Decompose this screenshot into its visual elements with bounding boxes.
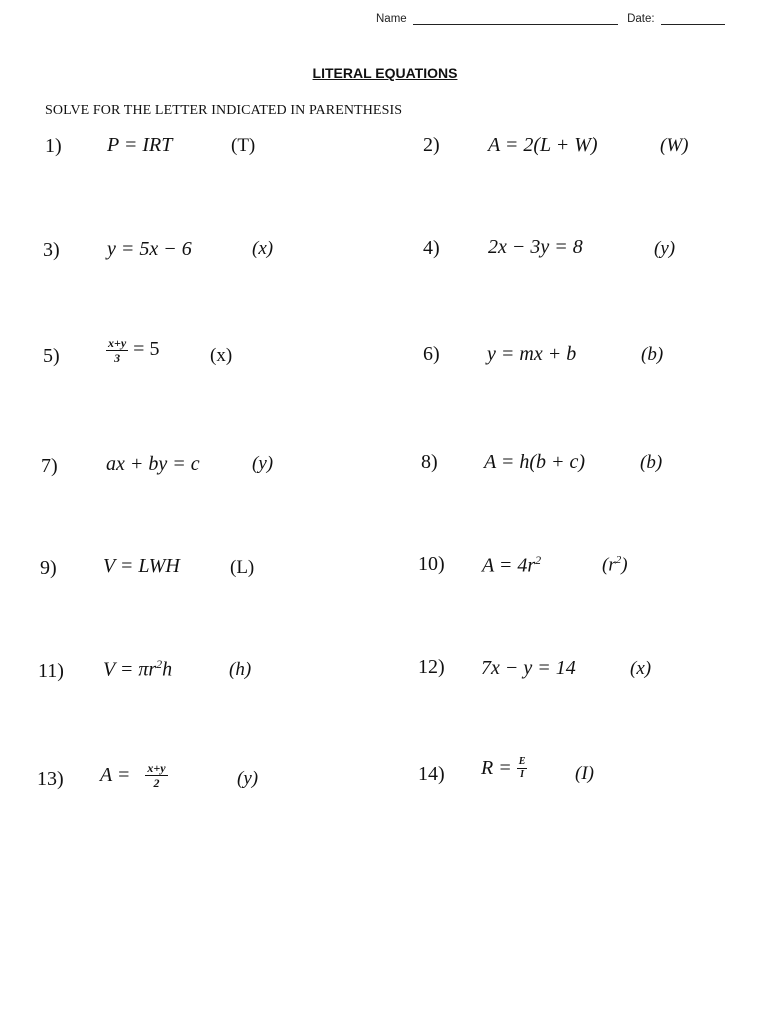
equation [481,756,527,781]
name-date-header [376,13,731,25]
equation: 2x − 3y = 8 [488,236,583,258]
equation [100,761,168,790]
equation: A = h(b + c) [484,451,586,473]
problem-number: 7) [41,455,58,477]
instructions: SOLVE FOR THE LETTER INDICATED IN PARENTHESIS [45,103,403,118]
equation-rest: = 5 [133,338,160,361]
equation [482,553,541,578]
variable-base: (r [602,554,616,576]
equation-base: A = 4r [482,554,536,577]
problem-number: 11) [38,660,64,682]
equation: y = 5x − 6 [107,238,192,260]
equation-exponent: 2 [535,553,542,567]
solve-for-variable: (b) [641,344,664,365]
problem-number: 14) [418,763,445,785]
problem-number: 3) [43,239,60,261]
equation [103,657,172,682]
variable-exponent: 2 [615,554,622,566]
equation-end: h [162,658,173,681]
solve-for-variable: (I) [575,763,594,784]
page-title: LITERAL EQUATIONS [312,65,458,81]
solve-for-variable: (b) [640,452,663,473]
problem-number: 13) [37,768,64,790]
solve-for-variable: (x) [210,345,233,366]
problem-number: 8) [421,451,438,473]
solve-for-variable: (T) [231,135,256,156]
variable-close: ) [621,554,628,576]
equation [106,336,159,365]
solve-for-variable: (y) [252,453,274,474]
problem-number: 10) [418,553,445,575]
problem-number: 2) [423,134,440,156]
equation: 7x − y = 14 [481,657,576,679]
problem-number: 9) [40,557,57,579]
fraction-numerator: x+y [147,761,166,775]
fraction [517,756,528,781]
solve-for-variable: (h) [229,659,252,680]
name-label: Name [376,13,407,25]
solve-for-variable: (x) [630,658,652,679]
fraction-denominator: I [520,769,524,780]
solve-for-variable: (y) [237,768,259,789]
fraction-denominator: 3 [114,351,121,365]
name-blank-line[interactable] [413,13,618,25]
equation: ax + by = c [106,453,200,475]
equation-base: V = πr [103,658,157,681]
solve-for-variable: (W) [660,135,689,156]
problem-number: 6) [423,343,440,365]
equation: P = IRT [107,134,173,156]
fraction-numerator: x+y [108,336,127,350]
fraction-numerator: E [518,756,526,767]
date-blank-line[interactable] [661,13,725,25]
solve-for-variable: (L) [230,557,255,578]
fraction [106,336,128,365]
solve-for-variable [602,554,628,576]
problem-number: 1) [45,135,62,157]
problem-number: 4) [423,237,440,259]
equation: V = LWH [103,555,180,577]
equation-exponent: 2 [156,657,163,671]
equation: A = 2(L + W) [488,134,598,156]
fraction-denominator: 2 [153,776,160,790]
equation-lead: R = [481,757,512,779]
equation: y = mx + b [487,343,577,365]
equation-lead: A = [100,764,131,786]
solve-for-variable: (y) [654,238,676,259]
date-label: Date: [627,13,655,25]
problem-number: 12) [418,656,445,678]
problem-number: 5) [43,345,60,367]
fraction [145,761,167,790]
solve-for-variable: (x) [252,238,274,259]
